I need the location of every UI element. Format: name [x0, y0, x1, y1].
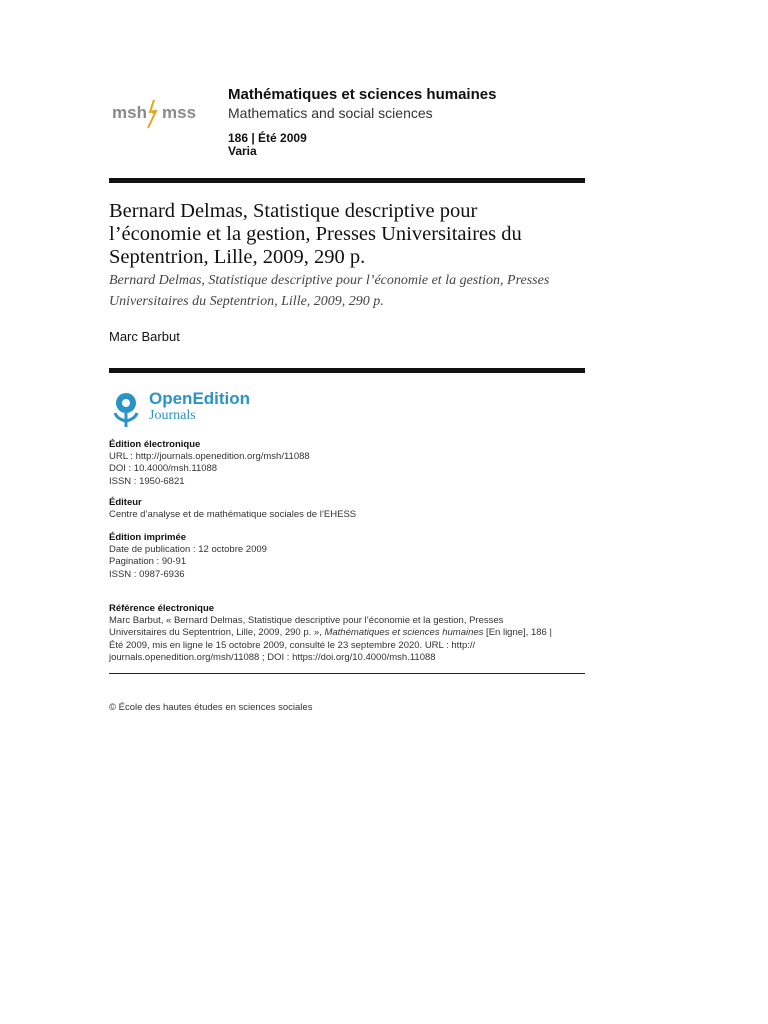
reference-text: [En ligne], 186 |: [483, 627, 552, 639]
article-title-line: Septentrion, Lille, 2009, 290 p.: [109, 246, 366, 268]
article-alt-title-line: Bernard Delmas, Statistique descriptive pour l’économie et la gestion, Presses: [109, 273, 550, 288]
msh-mss-logo: [110, 96, 210, 130]
top-divider: [109, 178, 585, 183]
article-alt-title: [109, 270, 585, 312]
publication-date: Date de publication : 12 octobre 2009: [109, 544, 267, 556]
openedition-sub: Journals: [149, 408, 196, 423]
editeur-name: Centre d’analyse et de mathématique sociales de l’EHESS: [109, 509, 357, 521]
issn-print: ISSN : 0987-6936: [109, 568, 185, 580]
article-title-line: l’économie et la gestion, Presses Universitaires du: [109, 223, 522, 245]
doi-text: DOI : 10.4000/msh.11088: [109, 463, 218, 475]
svg-text:msh: msh: [112, 103, 147, 122]
journal-title: Mathématiques et sciences humaines: [228, 86, 497, 103]
article-author: Marc Barbut: [109, 329, 180, 344]
reference-line: Marc Barbut, « Bernard Delmas, Statistique descriptive pour l’économie et la gestion, Presses: [109, 615, 504, 627]
edition-imprimee-block: [109, 532, 585, 581]
journal-subtitle: Mathematics and social sciences: [228, 105, 433, 121]
editeur-heading: Éditeur: [109, 497, 142, 508]
reference-line: [109, 627, 585, 639]
issn-electronic: ISSN : 1950-6821: [109, 475, 185, 487]
reference-heading: Référence électronique: [109, 603, 215, 614]
reference-journal-title: Mathématiques et sciences humaines: [324, 627, 484, 639]
pagination: Pagination : 90-91: [109, 556, 187, 568]
editeur-block: [109, 497, 585, 521]
reference-line: Été 2009, mis en ligne le 15 octobre 2009, consulté le 23 septembre 2020. URL : http://: [109, 639, 476, 651]
bottom-divider: [109, 673, 585, 674]
edition-imprimee-heading: Édition imprimée: [109, 532, 187, 543]
reference-block: [109, 603, 585, 664]
copyright-notice: © École des hautes études en sciences sociales: [109, 702, 313, 713]
svg-text:mss: mss: [162, 103, 197, 122]
edition-electronique-heading: Édition électronique: [109, 439, 201, 450]
article-title: [109, 200, 585, 269]
reference-line[interactable]: journals.openedition.org/msh/11088 ; DOI : https://doi.org/10.4000/msh.11088: [109, 651, 436, 663]
issue-number: 186 | Été 2009: [228, 131, 307, 145]
article-title-line: Bernard Delmas, Statistique descriptive pour: [109, 200, 478, 222]
section-label: Varia: [228, 144, 257, 158]
edition-electronique-block: [109, 439, 585, 488]
middle-divider: [109, 368, 585, 373]
reference-text: Universitaires du Septentrion, Lille, 2009, 290 p. »,: [109, 627, 325, 639]
article-alt-title-line: Universitaires du Septentrion, Lille, 2009, 290 p.: [109, 294, 384, 309]
openedition-name: OpenEdition: [149, 389, 251, 408]
url-link[interactable]: URL : http://journals.openedition.org/msh/11088: [109, 451, 310, 463]
openedition-flower-icon: [109, 389, 149, 429]
